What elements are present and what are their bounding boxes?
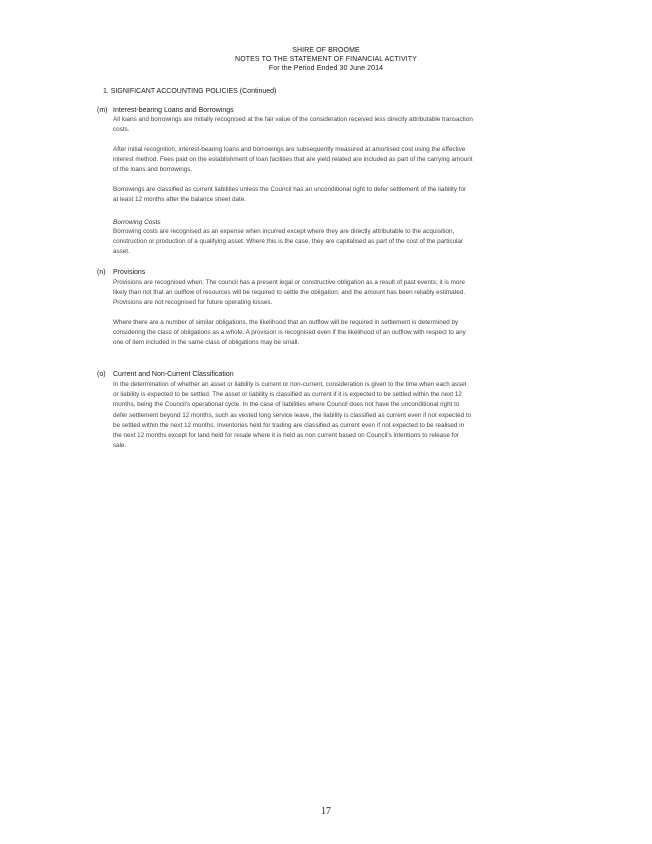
shire-name: SHIRE OF BROOME bbox=[292, 47, 360, 54]
borrowing-costs-subheading: Borrowing Costs bbox=[113, 219, 161, 226]
note-n-title: Provisions bbox=[113, 269, 146, 276]
note-m-paragraph-3: Borrowings are classified as current liabilities unless the Council has an unconditional right to defer settlement of the liability for at least 12 months after the balance sheet date. bbox=[113, 186, 467, 204]
note-n-paragraph-1: Provisions are recognised when: The council has a present legal or constructive obligation as a result of past events; it is more likely than not that an outflow of resources will be required to settle the obligation; and the amount has been reliably estimated. Provisions are not recognised for future operating losses. bbox=[113, 279, 466, 307]
note-m-letter: (m) bbox=[97, 107, 108, 114]
note-o-paragraph-1: In the determination of whether an asset or liability is current or non-current, consideration is given to the time when each asset or liability is expected to be settled. The asset or liability is classified as current if it is expected to be settled within the next 12 months, being the Council's operational cycle. In the case of liabilities where Council does not have the unconditional right to defer settlement beyond 12 months, such as vested long service leave, the liability is classified as current even if not expected to be settled within the next 12 months. Inventories held for trading are classified as current even if not expected to be realised in the next 12 months except for land held for resale where it is held as non current based on Council's intentions to release for sale. bbox=[113, 381, 472, 450]
note-n-letter: (n) bbox=[97, 269, 106, 276]
section-heading: 1. SIGNIFICANT ACCOUNTING POLICIES (Continued) bbox=[103, 88, 277, 95]
note-m-paragraph-2: After initial recognition, interest-bearing loans and borrowings are subsequently measured at amortised cost using the effective interest method. Fees paid on the establishment of loan facilities that are yield related are included as part of the carrying amount of the loans and borrowings. bbox=[113, 146, 473, 174]
period-line: For the Period Ended 30 June 2014 bbox=[268, 65, 384, 72]
statement-title: NOTES TO THE STATEMENT OF FINANCIAL ACTIVITY bbox=[235, 56, 417, 63]
document-header bbox=[0, 46, 652, 73]
note-m-paragraph-4: Borrowing costs are recognised as an expense when incurred except where they are directly attributable to the acquisition, construction or production of a qualifying asset. Where this is the case, they are capitalised as part of the cost of the particular asset. bbox=[113, 228, 464, 256]
note-m-paragraph-1: All loans and borrowings are initially recognised at the fair value of the consideration received less directly attributable transaction costs. bbox=[113, 116, 473, 134]
page-number: 17 bbox=[321, 806, 331, 817]
note-m-title: Interest-bearing Loans and Borrowings bbox=[113, 107, 234, 114]
note-o-title: Current and Non-Current Classification bbox=[113, 371, 234, 378]
note-n-paragraph-2: Where there are a number of similar obligations, the likelihood that an outflow will be required in settlement is determined by considering the class of obligations as a whole. A provision is recognised even if the likelihood of an outflow with respect to any one of item included in the same class of obligations may be small. bbox=[113, 319, 466, 347]
note-o-letter: (o) bbox=[97, 371, 106, 378]
